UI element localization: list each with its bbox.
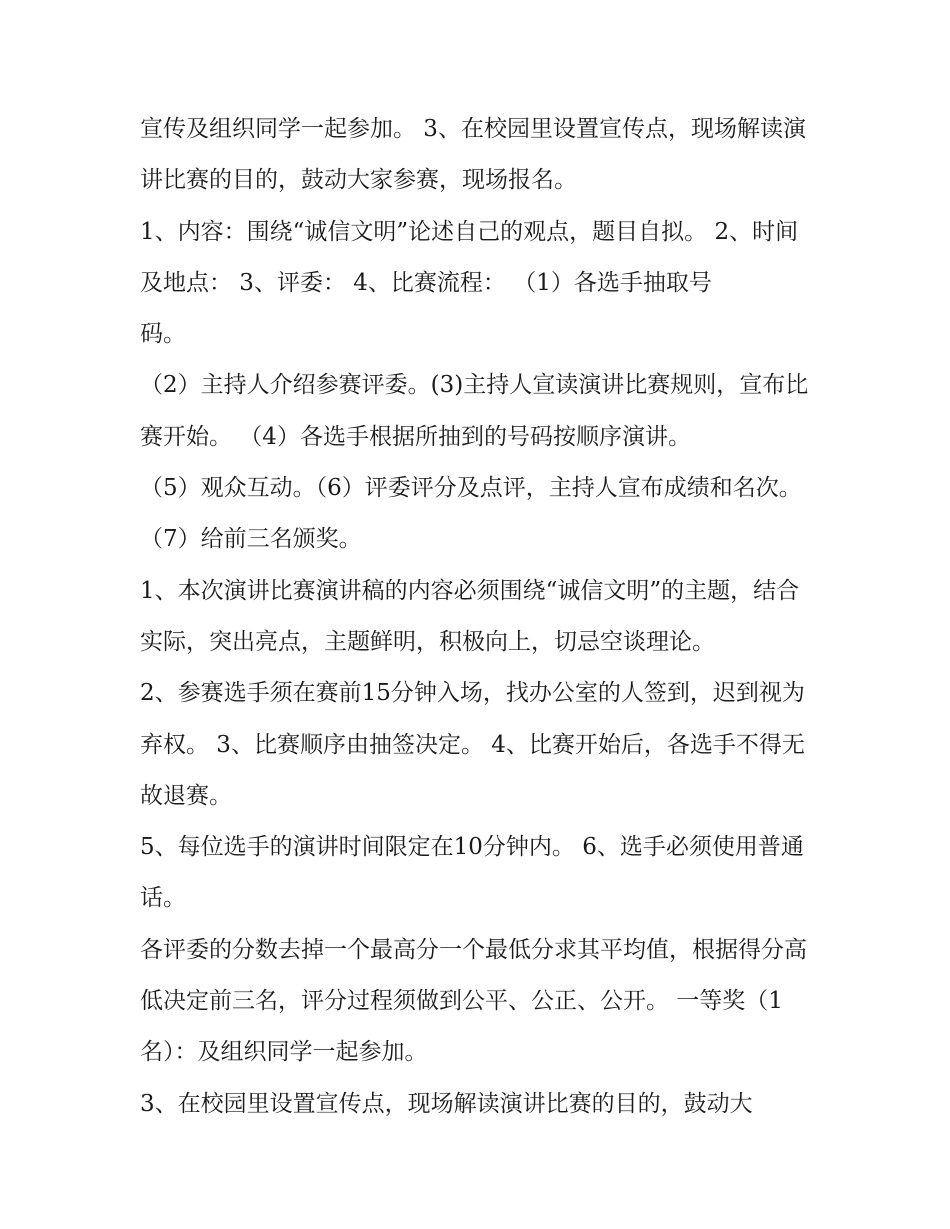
paragraph-5: 1、本次演讲比赛演讲稿的内容必须围绕“诚信文明”的主题，结合实际，突出亮点，主题鲜明，积极向上，切忌空谈理论。 [140, 577, 800, 655]
paragraph-9: 3、在校园里设置宣传点，现场解读演讲比赛的目的，鼓动大 [140, 1090, 753, 1117]
paragraph-2: 1、内容：围绕“诚信文明”论述自己的观点，题目自拟。 2、时间及地点： 3、评委： 4、比赛流程： （1）各选手抽取号 码。 [140, 218, 799, 348]
paragraph-8: 各评委的分数去掉一个最高分一个最低分求其平均值，根据得分高低决定前三名，评分过程须做到公平、公正、公开。 一等奖（1名）：及组织同学一起参加。 [140, 936, 807, 1066]
paragraph-4: （5）观众互动。（6）评委评分及点评，主持人宣布成绩和名次。 （7）给前三名颁奖。 [140, 475, 810, 553]
paragraph-6: 2、参赛选手须在赛前15分钟入场，找办公室的人签到，迟到视为弃权。 3、比赛顺序由抽签决定。 4、比赛开始后，各选手不得无故退赛。 [140, 680, 805, 809]
paragraph-3: （2）主持人介绍参赛评委。(3)主持人宣读演讲比赛规则，宣布比赛开始。 （4）各选手根据所抽到的号码按顺序演讲。 [140, 372, 809, 450]
paragraph-1: 宣传及组织同学一起参加。 3、在校园里设置宣传点，现场解读演讲比赛的目的，鼓动大家参赛，现场报名。 [140, 116, 806, 194]
document-body [140, 104, 820, 1130]
paragraph-7: 5、每位选手的演讲时间限定在10分钟内。 6、选手必须使用普通话。 [140, 834, 804, 912]
